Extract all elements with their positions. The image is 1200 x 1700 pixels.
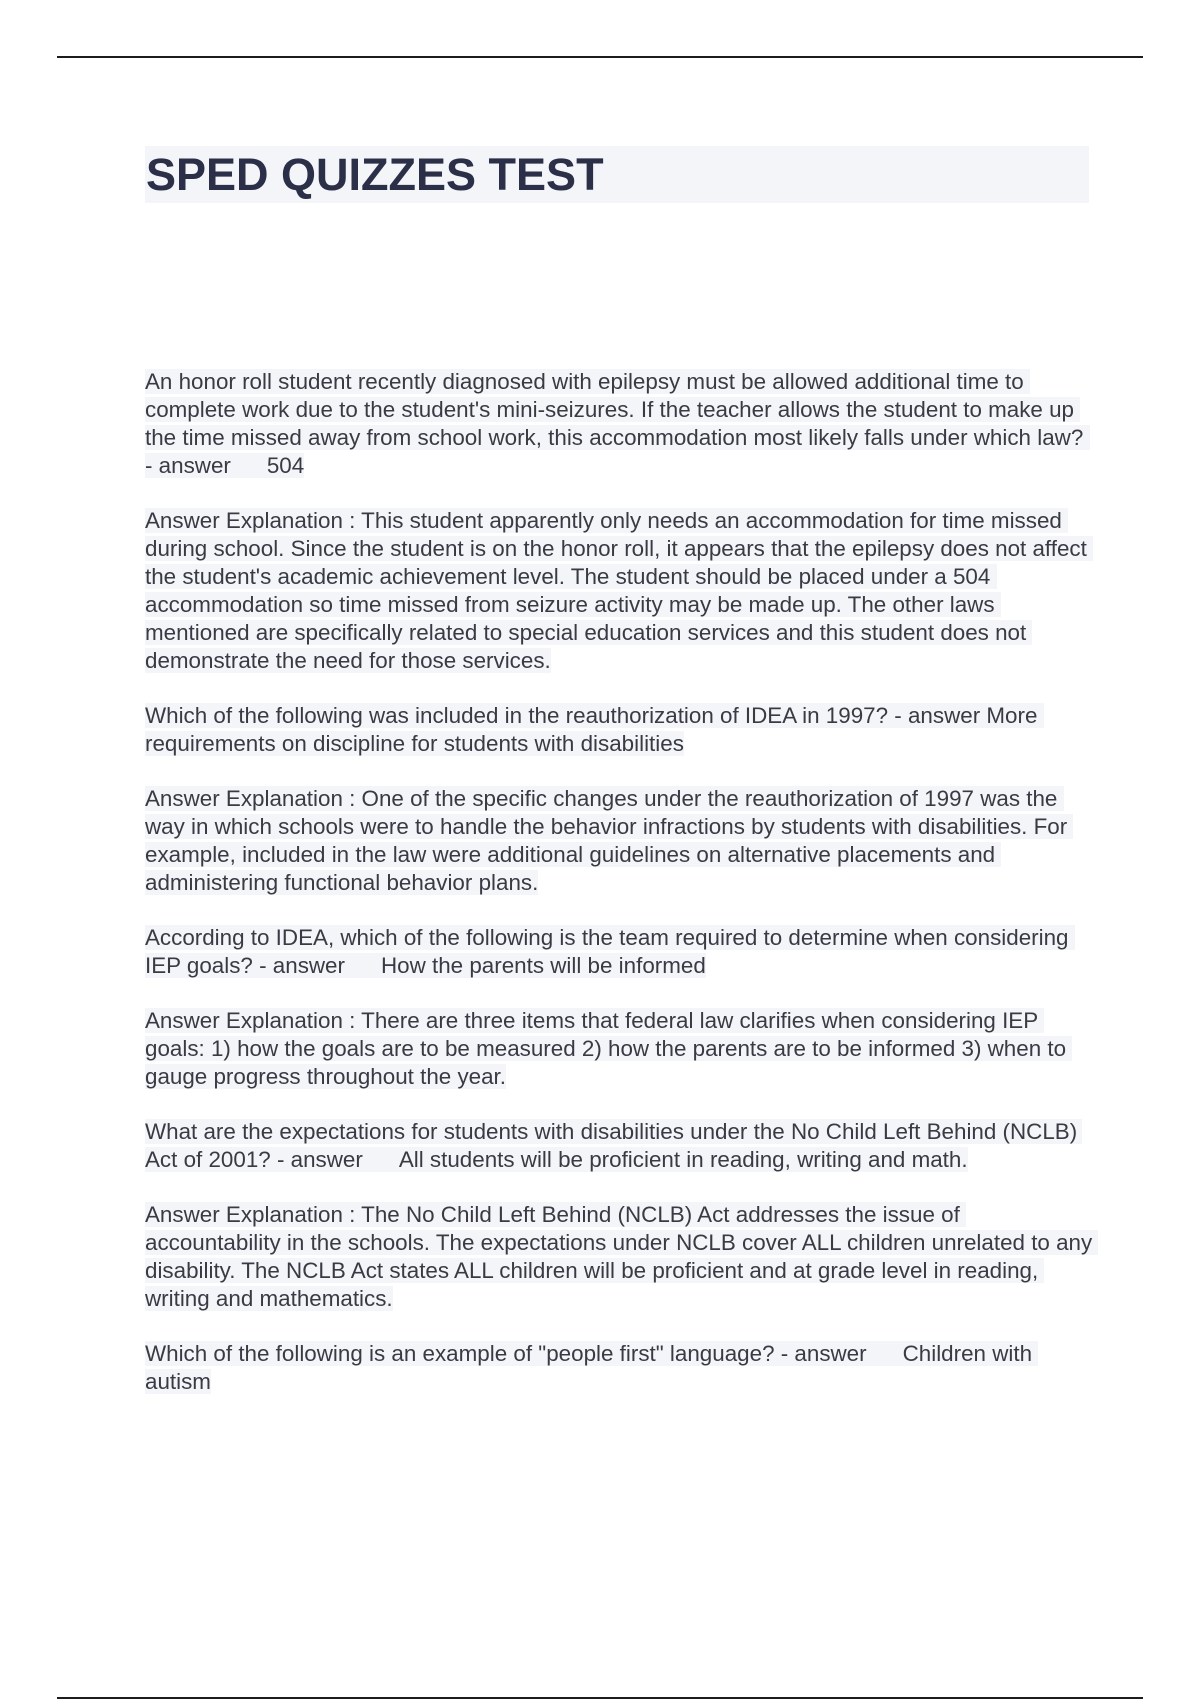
explanation-text: Answer Explanation : One of the specific changes under the reauthorization of 1997 was the way in which schools were to handle the behavior infractions by students with disabilities. For example, included in the law were additional guidelines on alternative placements and administering functional behavior plans. [145, 786, 1074, 895]
explanation-text: Answer Explanation : The No Child Left Behind (NCLB) Act addresses the issue of accountability in the schools. The expectations under NCLB cover ALL children unrelated to any disability. The NCLB Act states ALL children will be proficient and at grade level in reading, writing and mathematics. [145, 1202, 1099, 1311]
top-rule [57, 56, 1143, 58]
explanation-text: Answer Explanation : This student apparently only needs an accommodation for time missed during school. Since the student is on the honor roll, it appears that the epilepsy does not affect the student's academic achievement level. The student should be placed under a 504 accommodation so time missed from seizure activity may be made up. The other laws mentioned are specifically related to special education services and this student does not demonstrate the need for those services. [145, 508, 1094, 673]
question-text: What are the expectations for students with disabilities under the No Child Left Behind (NCLB) Act of 2001? - answer [145, 1119, 1083, 1172]
answer-text: All students will be proficient in reading, writing and math. [398, 1147, 968, 1172]
explanation-1 [145, 507, 1095, 675]
answer-text: How the parents will be informed [380, 953, 706, 978]
answer-text: 504 [266, 453, 305, 478]
question-text: According to IDEA, which of the following is the team required to determine when considering IEP goals? - answer [145, 925, 1075, 978]
question-5 [145, 1340, 1095, 1396]
bottom-rule [57, 1697, 1143, 1699]
explanation-3 [145, 1007, 1095, 1091]
question-text: Which of the following is an example of "people first" language? - answer [145, 1341, 867, 1366]
question-2 [145, 702, 1095, 758]
question-text: An honor roll student recently diagnosed with epilepsy must be allowed additional time to complete work due to the student's mini-seizures. If the teacher allows the student to make up the time missed away from school work, this accommodation most likely falls under which law? - answer [145, 369, 1090, 478]
question-1 [145, 368, 1095, 480]
document-body [145, 368, 1099, 1423]
answer-text: Children with autism [145, 1341, 1039, 1394]
question-3 [145, 924, 1095, 980]
answer-text: More requirements on discipline for students with disabilities [145, 703, 1044, 756]
document-title: SPED QUIZZES TEST [146, 149, 604, 200]
question-text: Which of the following was included in the reauthorization of IDEA in 1997? - answer [145, 703, 981, 728]
explanation-2 [145, 785, 1095, 897]
explanation-text: Answer Explanation : There are three items that federal law clarifies when considering IEP goals: 1) how the goals are to be measured 2) how the parents are to be informed 3) when to gauge progress throughout the year. [145, 1008, 1073, 1089]
question-4 [145, 1118, 1095, 1174]
explanation-4 [145, 1201, 1099, 1313]
